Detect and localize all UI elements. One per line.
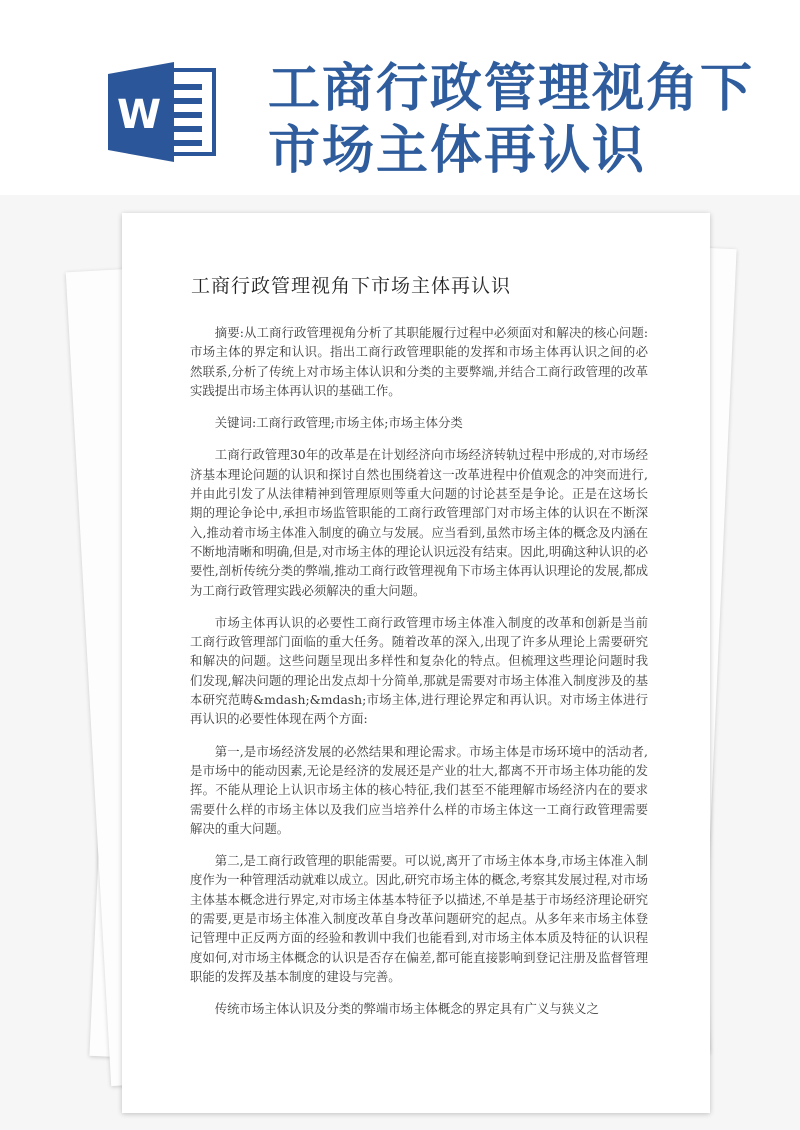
document-preview (0, 195, 800, 1130)
word-icon-letter: W (116, 92, 162, 138)
header-title: 工商行政管理视角下市场主体再认识 (268, 58, 755, 181)
body-paragraph: 第二,是工商行政管理的职能需要。可以说,离开了市场主体本身,市场主体准入制度作为一种管理活动就难以成立。因此,研究市场主体的概念,考察其发展过程,对市场主体基本概念进行界定,对市场主体基本特征予以描述,不单是基于市场经济理论研究的需要,更是市场主体准入制度改革自身改革问题研究的起点。从多年来市场主体登记管理中正反两方面的经验和教训中我们也能看到,对市场主体本质及特征的认识程度如何,对市场主体概念的认识是否存在偏差,都可能直接影响到登记注册及监督管理职能的发挥及基本制度的建设与完善。 (190, 853, 648, 984)
page-header (0, 0, 800, 205)
body-paragraph: 工商行政管理30年的改革是在计划经济向市场经济转轨过程中形成的,对市场经济基本理论问题的认识和探讨自然也围绕着这一改革进程中价值观念的冲突而进行,并由此引发了从法律精神到管理原则等重大问题的讨论甚至是争论。正是在这场长期的理论争论中,承担市场监管职能的工商行政管理部门对市场主体的认识在不断深入,推动着市场主体准入制度的确立与发展。应当看到,虽然市场主体的概念及内涵在不断地清晰和明确,但是,对市场主体的理论认识远没有结束。因此,明确这种认识的必要性,剖析传统分类的弊端,推动工商行政管理视角下市场主体再认识理论的发展,都成为工商行政管理实践必须解决的重大问题。 (190, 447, 648, 598)
word-document-icon (108, 60, 220, 164)
document-body (190, 323, 648, 1032)
document-title: 工商行政管理视角下市场主体再认识 (191, 275, 512, 297)
body-paragraph: 传统市场主体认识及分类的弊端市场主体概念的界定具有广义与狭义之 (214, 1001, 599, 1017)
document-page (122, 213, 710, 1113)
keywords-paragraph: 关键词:工商行政管理;市场主体;市场主体分类 (214, 415, 463, 431)
body-paragraph: 第一,是市场经济发展的必然结果和理论需求。市场主体是市场环境中的活动者,是市场中的能动因素,无论是经济的发展还是产业的壮大,都离不开市场主体功能的发挥。不能从理论上认识市场主体的核心特征,我们甚至不能理解市场经济内在的要求需要什么样的市场主体以及我们应当培养什么样的市场主体这一工商行政管理需要解决的重大问题。 (190, 743, 648, 836)
abstract-paragraph: 摘要:从工商行政管理视角分析了其职能履行过程中必须面对和解决的核心问题:市场主体的界定和认识。指出工商行政管理职能的发挥和市场主体再认识之间的必然联系,分析了传统上对市场主体认识和分类的主要弊端,并结合工商行政管理的改革实践提出市场主体再认识的基础工作。 (190, 325, 648, 398)
body-paragraph: 市场主体再认识的必要性工商行政管理市场主体准入制度的改革和创新是当前工商行政管理部门面临的重大任务。随着改革的深入,出现了许多从理论上需要研究和解决的问题。这些问题呈现出多样性和复杂化的特点。但梳理这些理论问题时我们发现,解决问题的理论出发点却十分简单,那就是需要对市场主体准入制度涉及的基本研究范畴&mdash;&mdash;市场主体,进行理论界定和再认识。对市场主体进行再认识的必要性体现在两个方面: (190, 614, 648, 727)
